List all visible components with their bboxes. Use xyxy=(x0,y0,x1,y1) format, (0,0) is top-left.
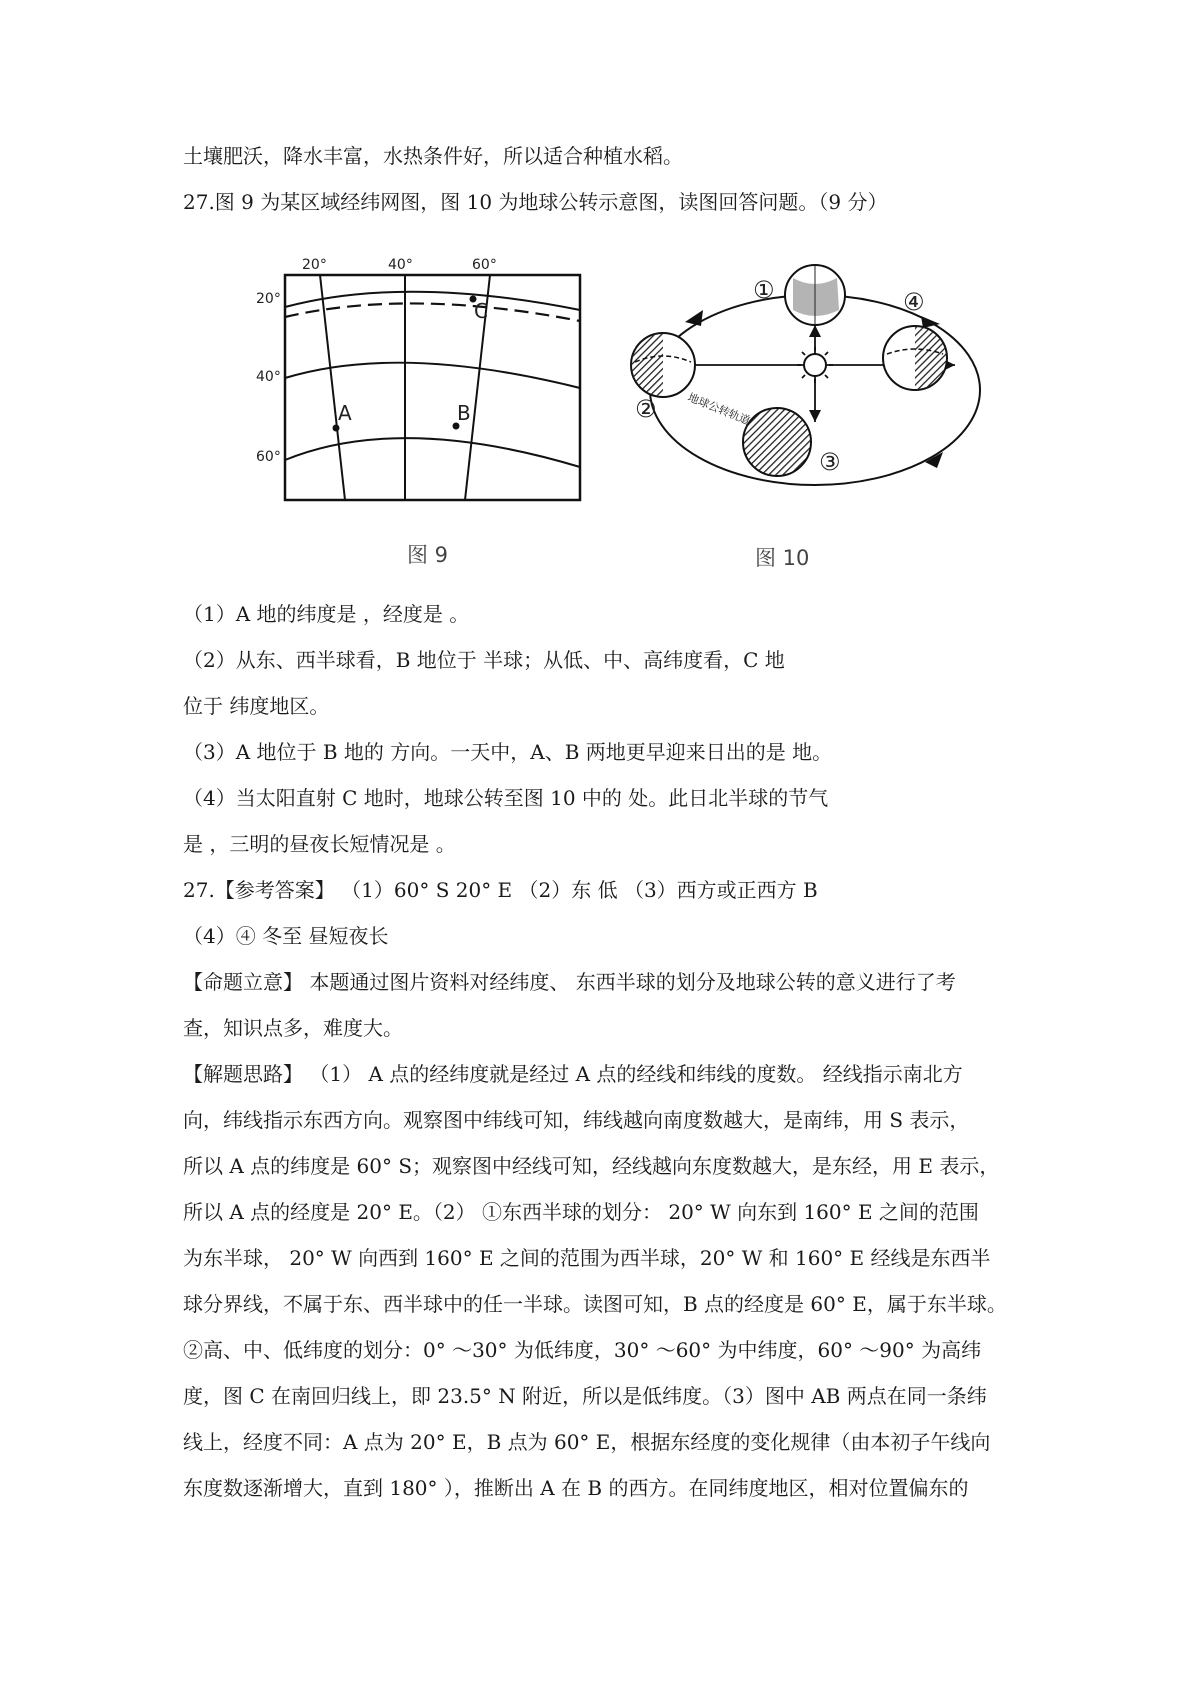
solution-line-7: ②高、中、低纬度的划分：0° ～30° 为低纬度，30° ～60° 为中纬度，60° ～90° 为高纬 xyxy=(183,1338,982,1362)
position-label-4: ④ xyxy=(903,288,925,316)
question-27-part-4: （4）当太阳直射 C 地时，地球公转至图 10 中的 处。此日北半球的节气 xyxy=(183,786,829,810)
lon-label-60: 60° xyxy=(472,257,497,273)
point-a-label: A xyxy=(338,401,352,425)
intent-paragraph: 【命题立意】 本题通过图片资料对经纬度、 东西半球的划分及地球公转的意义进行了考 xyxy=(183,970,956,994)
position-label-2: ② xyxy=(635,395,657,423)
solution-line-2: 向，纬线指示东西方向。观察图中纬线可知，纬线越向南度数越大，是南纬，用 S 表示， xyxy=(183,1108,970,1132)
intent-paragraph-cont: 查，知识点多，难度大。 xyxy=(183,1016,403,1040)
solution-line-5: 为东半球， 20° W 向西到 160° E 之间的范围为西半球，20° W 和 160° E 经线是东西半 xyxy=(183,1246,991,1270)
answer-27-cont: （4）④ 冬至 昼短夜长 xyxy=(183,924,389,948)
lon-label-20: 20° xyxy=(302,257,327,273)
earth-position-1 xyxy=(785,265,845,325)
figure-9-caption: 图 9 xyxy=(407,543,449,567)
figure-10-caption: 图 10 xyxy=(755,546,810,570)
answer-27: 27.【参考答案】 （1）60° S 20° E （2）东 低 （3）西方或正西方 B xyxy=(183,878,818,902)
tropic-dashed xyxy=(285,303,580,321)
arrow-to-bottom xyxy=(809,410,821,422)
solution-line-1: 【解题思路】 （1） A 点的经纬度就是经过 A 点的经线和纬线的度数。 经线指示南北方 xyxy=(183,1062,963,1086)
lat-label-40: 40° xyxy=(256,369,281,385)
position-label-3: ③ xyxy=(819,448,841,476)
figure-9-graticule xyxy=(250,255,590,575)
position-label-1: ① xyxy=(753,276,775,304)
text-line: 土壤肥沃，降水丰富，水热条件好，所以适合种植水稻。 xyxy=(183,144,683,168)
earth-position-4 xyxy=(883,326,947,390)
parallel-60 xyxy=(285,438,580,467)
question-27-part-4-cont: 是 ，三明的昼夜长短情况是 。 xyxy=(183,832,456,856)
question-27-stem: 27.图 9 为某区域经纬网图，图 10 为地球公转示意图，读图回答问题。（9 分） xyxy=(183,190,888,214)
solution-line-10: 东度数逐渐增大，直到 180° ），推断出 A 在 B 的西方。在同纬度地区，相对位置偏东的 xyxy=(183,1476,969,1500)
lat-label-20: 20° xyxy=(256,291,281,307)
question-27-part-3: （3）A 地位于 B 地的 方向。一天中，A、B 两地更早迎来日出的是 地。 xyxy=(183,740,833,764)
lon-label-40: 40° xyxy=(388,257,413,273)
solution-line-9: 线上，经度不同：A 点为 20° E，B 点为 60° E，根据东经度的变化规律（由本初子午线向 xyxy=(183,1430,991,1454)
earth-position-2 xyxy=(631,333,695,397)
earth-position-3 xyxy=(743,408,811,476)
parallel-20 xyxy=(285,292,580,310)
solution-line-6: 球分界线，不属于东、西半球中的任一半球。读图可知，B 点的经度是 60° E，属于东半球。 xyxy=(183,1292,1007,1316)
solution-line-8: 度，图 C 在南回归线上，即 23.5° N 附近，所以是低纬度。（3）图中 AB 两点在同一条纬 xyxy=(183,1384,987,1408)
solution-line-4: 所以 A 点的经度是 20° E。（2） ①东西半球的划分： 20° W 向东到 160° E 之间的范围 xyxy=(183,1200,979,1224)
solution-line-3: 所以 A 点的纬度是 60° S；观察图中经线可知，经线越向东度数越大，是东经，用 E 表示， xyxy=(183,1154,1000,1178)
lat-label-60: 60° xyxy=(256,449,281,465)
question-27-part-1: （1）A 地的纬度是 ，经度是 。 xyxy=(183,602,470,626)
question-27-part-2: （2）从东、西半球看，B 地位于 半球；从低、中、高纬度看，C 地 xyxy=(183,648,785,672)
figure-10-revolution xyxy=(625,250,1010,580)
orbit-label: 地球公转轨道 xyxy=(685,390,752,428)
question-27-part-2-cont: 位于 纬度地区。 xyxy=(183,694,330,718)
point-c-label: C xyxy=(474,299,488,323)
arrow-to-top xyxy=(809,325,821,337)
point-a xyxy=(333,425,340,432)
orbit-arrow-left xyxy=(685,310,703,326)
point-b-label: B xyxy=(457,401,471,425)
